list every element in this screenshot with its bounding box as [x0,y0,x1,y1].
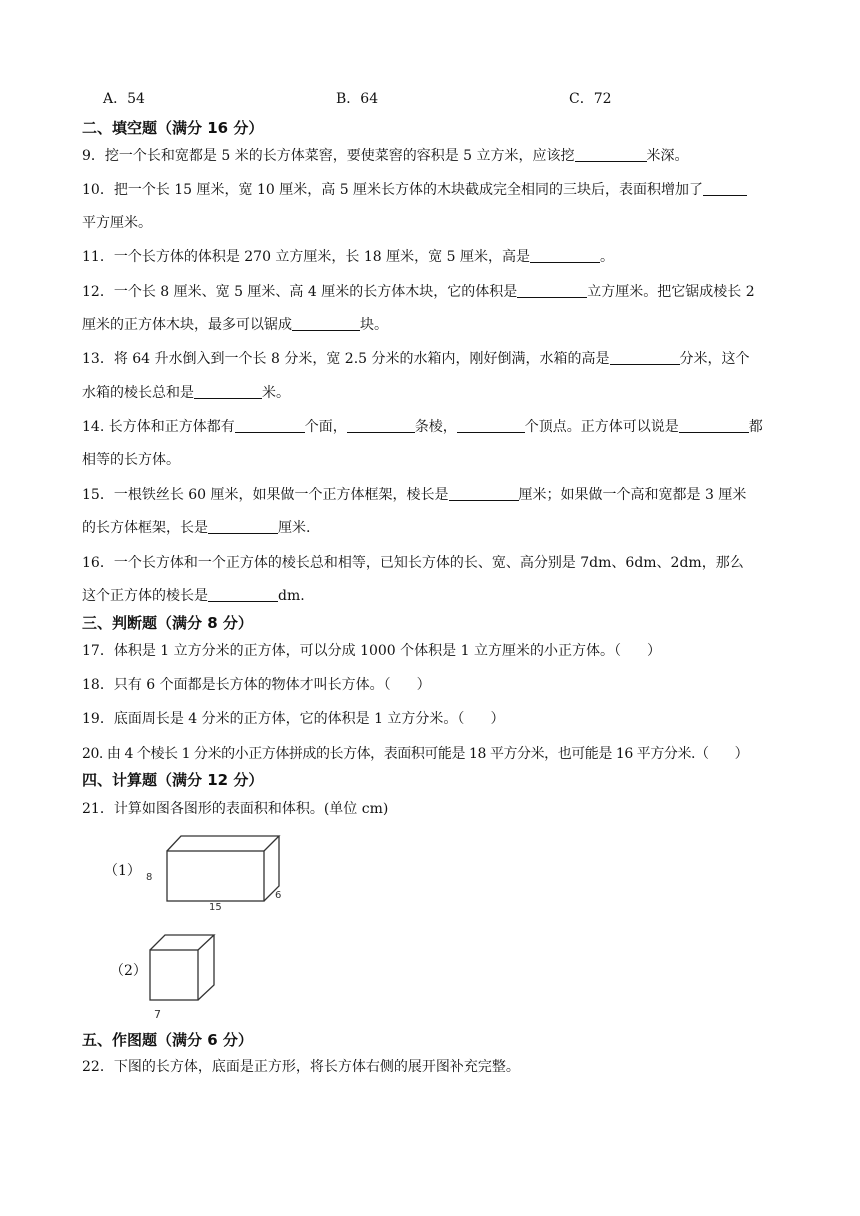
choice-a[interactable]: A．54 [103,91,145,107]
choice-c[interactable]: C．72 [569,91,612,107]
figure-2-label: （2） [110,963,147,979]
choice-b[interactable]: B．64 [336,91,379,107]
question-text: 都 [748,419,763,435]
cube-figure [140,930,230,1022]
figure-1-label: （1） [104,863,141,879]
question-text: 22．下图的长方体，底面是正方形，将长方体右侧的展开图补充完整。 [82,1059,520,1075]
question-text: 11．一个长方体的体积是 270 立方厘米，长 18 厘米，宽 5 厘米，高是 [82,249,530,265]
question-text: 14. 长方体和正方体都有 [82,419,235,435]
question-text: 厘米. [278,520,311,536]
answer-blank[interactable] [517,283,587,298]
answer-blank[interactable] [679,418,749,433]
question-9 [82,146,782,166]
question-17 [82,641,782,661]
question-10-cont [82,213,782,233]
question-12 [82,282,782,302]
answer-blank[interactable] [457,418,525,433]
question-text: 20. 由 4 个棱长 1 分米的小正方体拼成的长方体，表面积可能是 18 平方分米，也可能是 16 平方分米.（ [82,746,709,762]
question-text: 这个正方体的棱长是 [82,588,208,604]
section-heading-calculation: 四、计算题（满分 12 分） [82,771,264,789]
section-heading-drawing: 五、作图题（满分 6 分） [82,1031,253,1049]
question-text: 10．把一个长 15 厘米，宽 10 厘米，高 5 厘米长方体的木块截成完全相同的三块后，表面积增加了 [82,182,704,198]
question-text: 相等的长方体。 [82,452,180,468]
question-text: 立方厘米。把它锯成棱长 2 [587,284,755,300]
section-heading-fill-in: 二、填空题（满分 16 分） [82,119,264,137]
cube-side-face [198,935,214,1000]
cube-edge-label: 7 [154,1008,161,1021]
cuboid-width-label: 6 [275,890,282,901]
cube-front-face [150,950,198,1000]
question-13 [82,349,782,369]
question-18 [82,675,782,695]
question-text: 12．一个长 8 厘米、宽 5 厘米、高 4 厘米的长方体木块，它的体积是 [82,284,518,300]
question-text: 个顶点。正方体可以说是 [524,419,679,435]
question-text: 15．一根铁丝长 60 厘米，如果做一个正方体框架，棱长是 [82,487,449,503]
section-heading-true-false: 三、判断题（满分 8 分） [82,614,253,632]
question-text: 米。 [262,385,290,401]
close-paren: ） [416,677,431,693]
question-text: 块。 [360,317,388,333]
question-22 [82,1057,782,1077]
question-16 [82,553,782,573]
question-14 [82,417,782,437]
answer-blank[interactable] [292,316,360,331]
question-text: 18．只有 6 个面都是长方体的物体才叫长方体。（ [82,677,391,693]
question-text: 。 [599,249,614,265]
cuboid-height-label: 8 [146,872,153,883]
question-text: 13．将 64 升水倒入到一个长 8 分米，宽 2.5 分米的水箱内，刚好倒满，水箱的高是 [82,351,610,367]
answer-blank[interactable] [449,486,519,501]
answer-blank[interactable] [610,350,680,365]
answer-blank[interactable] [208,519,278,534]
close-paren: ） [646,643,661,659]
cuboid-front-face [167,851,264,901]
answer-blank[interactable] [194,384,262,399]
question-text: 19．底面周长是 4 分米的正方体，它的体积是 1 立方分米。（ [82,711,465,727]
question-text: 条棱， [414,419,457,435]
question-text: 17．体积是 1 立方分米的正方体，可以分成 1000 个体积是 1 立方厘米的小正方体。（ [82,643,621,659]
answer-blank[interactable] [530,248,600,263]
close-paren: ） [734,746,749,762]
question-text: 厘米的正方体木块，最多可以锯成 [82,317,292,333]
answer-blank[interactable] [347,418,415,433]
question-text: 厘米；如果做一个高和宽都是 3 厘米 [518,487,747,503]
question-14-cont [82,450,782,470]
question-11 [82,247,782,267]
question-text: dm. [278,588,305,604]
cuboid-top-face [167,836,279,851]
question-text: 9．挖一个长和宽都是 5 米的长方体菜窖，要使菜窖的容积是 5 立方米，应该挖 [82,148,575,164]
question-10 [82,180,782,200]
question-21 [82,799,782,819]
question-15-cont [82,518,782,538]
question-text: 水箱的棱长总和是 [82,385,194,401]
question-text: 米深。 [646,148,689,164]
question-15 [82,485,782,505]
question-12-cont [82,315,782,335]
question-text: 的长方体框架，长是 [82,520,208,536]
question-16-cont [82,586,782,606]
question-text: 21．计算如图各图形的表面积和体积。(单位 cm) [82,801,389,817]
question-text: 16．一个长方体和一个正方体的棱长总和相等，已知长方体的长、宽、高分别是 7dm、6dm、2dm，那么 [82,555,744,571]
question-text: 分米，这个 [679,351,750,367]
question-20 [82,744,782,764]
cuboid-length-label: 15 [209,902,222,913]
answer-blank[interactable] [575,147,647,162]
question-text: 个面， [304,419,347,435]
close-paren: ） [490,711,505,727]
answer-blank[interactable] [235,418,305,433]
cuboid-figure [140,828,300,914]
cube-top-face [150,935,214,950]
question-text: 平方厘米。 [82,215,152,231]
answer-blank[interactable] [703,181,747,196]
question-19 [82,709,782,729]
question-13-cont [82,383,782,403]
answer-blank[interactable] [208,587,278,602]
